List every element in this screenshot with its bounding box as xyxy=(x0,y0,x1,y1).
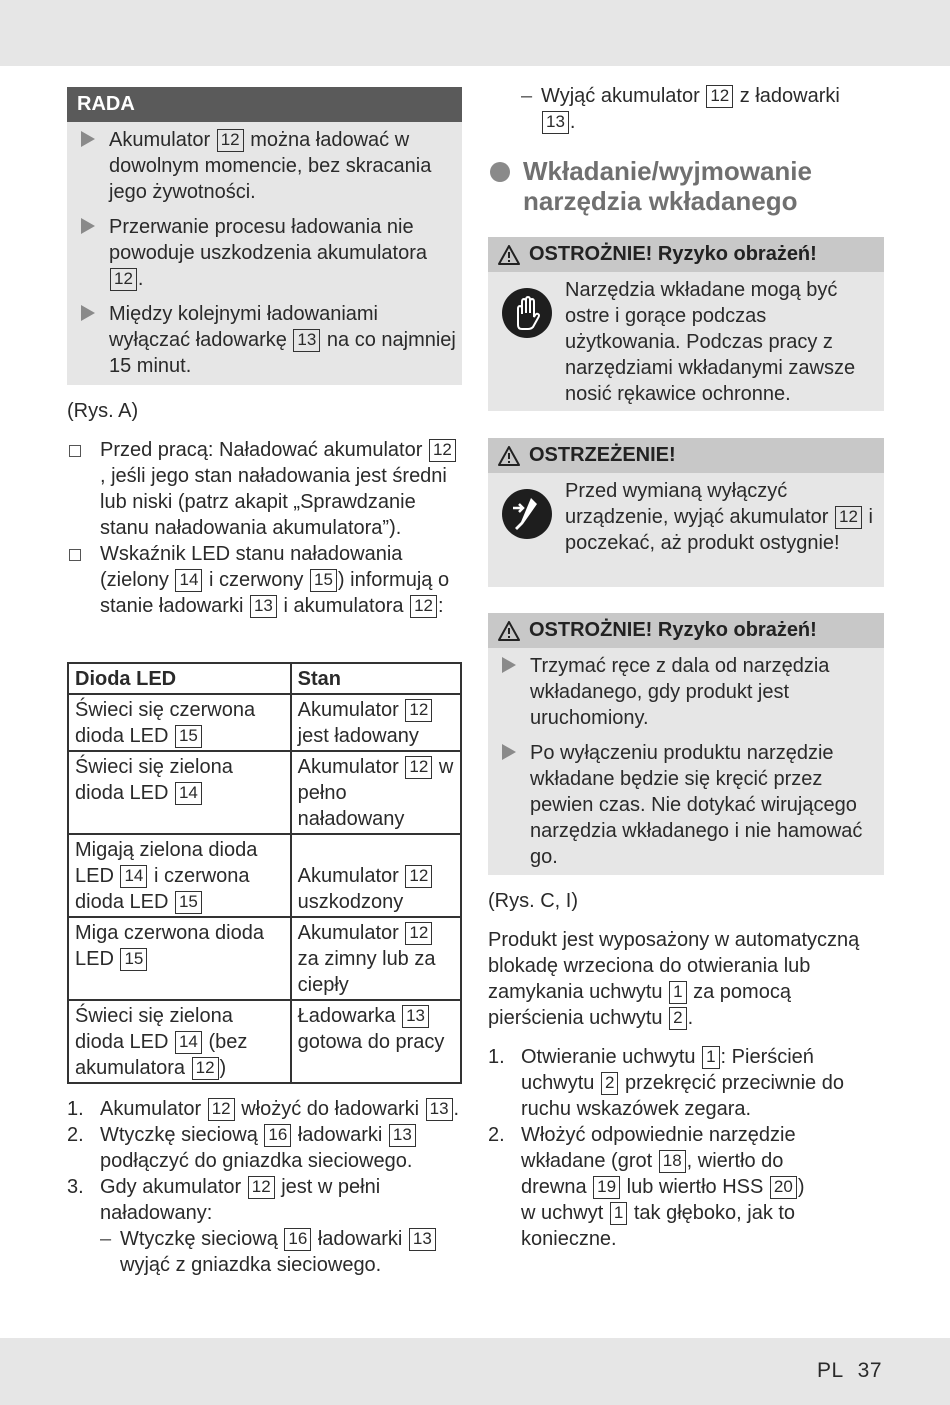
warning-triangle-icon xyxy=(498,245,520,265)
ref-number: 1 xyxy=(702,1046,719,1069)
cell-text: jest ładowany xyxy=(297,725,419,747)
warning-box xyxy=(488,438,884,587)
tip-item xyxy=(67,127,462,205)
cell-text: Akumulator xyxy=(297,922,405,944)
ref-number: 12 xyxy=(110,268,137,291)
table-cell xyxy=(68,1000,291,1083)
cell-text: Świeci się czerwona dioda LED xyxy=(75,699,256,747)
table-row xyxy=(68,834,461,917)
tip-box-title: RADA xyxy=(67,87,462,122)
paragraph-text: . xyxy=(687,1007,694,1029)
ref-number: 12 xyxy=(405,756,432,779)
step-item xyxy=(488,1122,884,1252)
ref-number: 13 xyxy=(402,1005,429,1028)
ref-number: 1 xyxy=(669,981,686,1004)
cell-text: ) xyxy=(219,1057,227,1079)
step-number: 1. xyxy=(67,1098,84,1120)
tip-item xyxy=(67,214,462,292)
caution-item xyxy=(488,740,884,870)
page-number: 37 xyxy=(857,1359,882,1382)
caution-box-title xyxy=(488,237,884,272)
table-header-row xyxy=(68,663,461,694)
ref-number: 16 xyxy=(284,1228,311,1251)
table-cell xyxy=(291,751,461,834)
check-text: Wskaźnik LED stanu naładowania (zielony xyxy=(100,543,403,591)
arrow-icon xyxy=(488,740,530,870)
cell-text: gotowa do pracy xyxy=(297,1031,445,1053)
spindle-lock-paragraph xyxy=(488,927,884,1031)
check-text: i akumulatora xyxy=(277,595,410,617)
caution-title-text: OSTROŻNIE! Ryzyko obrażeń! xyxy=(529,243,817,265)
caution-item-text: Po wyłączeniu produktu narzędzie wkładane będzie się kręcić przez pewien czas. Nie dotykać wirującego narzędzia wkładanego i nie hamować go. xyxy=(530,742,863,868)
step-text: , wiertło do drewna xyxy=(521,1150,784,1198)
ref-number: 20 xyxy=(770,1176,797,1199)
cell-text: (bez akumulatora xyxy=(75,1031,248,1079)
step-number: 3. xyxy=(67,1176,84,1198)
cell-text: Miga czerwona dioda LED xyxy=(75,922,264,970)
ref-number: 12 xyxy=(410,595,437,618)
tip-text: Przerwanie procesu ładowania nie powoduje uszkodzenia akumulatora xyxy=(109,216,427,264)
step-text: tak głęboko, jak to konieczne. xyxy=(521,1202,796,1250)
step-text: lub wiertło HSS xyxy=(621,1176,769,1198)
caution-title-text: OSTROŻNIE! Ryzyko obrażeń! xyxy=(529,619,817,641)
cell-text: Ładowarka xyxy=(297,1005,402,1027)
step-text: z ładowarki xyxy=(734,85,840,107)
step-item xyxy=(67,1096,462,1122)
checkbox-icon xyxy=(67,541,100,619)
warning-text xyxy=(565,478,876,556)
warning-title-text: OSTRZEŻENIE! xyxy=(529,444,676,466)
table-row xyxy=(68,694,461,751)
dash-marker: – xyxy=(521,85,533,107)
sub-step-item xyxy=(100,1226,462,1278)
step-text: wyjąć z gniazdka sieciowego. xyxy=(120,1254,382,1276)
warning-triangle-icon xyxy=(498,446,520,466)
tip-item xyxy=(67,301,462,379)
tip-text: . xyxy=(137,268,144,290)
step-text: : Pierścień uchwytu xyxy=(521,1046,814,1094)
ref-number: 15 xyxy=(120,948,147,971)
warning-text-part: Przed wymianą wyłączyć urządzenie, wyjąć akumulator xyxy=(565,480,835,528)
step-text: Wtyczkę sieciową xyxy=(100,1124,264,1146)
cell-text: Akumulator xyxy=(297,699,405,721)
ref-number: 12 xyxy=(248,1176,275,1199)
bullet-dot-icon xyxy=(490,162,510,182)
tip-text: Między kolejnymi ładowaniami wyłączać ładowarkę xyxy=(109,303,378,351)
step-text: ) w uchwyt xyxy=(521,1176,805,1224)
step-text: Akumulator xyxy=(100,1098,207,1120)
led-status-table xyxy=(67,662,462,1084)
figure-ref-a: (Rys. A) xyxy=(67,400,139,422)
tip-text: Akumulator xyxy=(109,129,216,151)
ref-number: 13 xyxy=(293,329,320,352)
cell-text: Akumulator xyxy=(297,756,405,778)
check-text: i czerwony xyxy=(203,569,309,591)
step-text: ładowarki xyxy=(292,1124,388,1146)
table-cell xyxy=(68,751,291,834)
step-text: . xyxy=(569,111,576,133)
ref-number: 13 xyxy=(542,111,569,134)
steps-list xyxy=(488,1044,884,1252)
arrow-icon xyxy=(67,214,109,292)
checklist xyxy=(67,437,462,619)
table-cell xyxy=(68,834,291,917)
cell-text: i czerwona dioda LED xyxy=(75,865,250,913)
step-text: Otwieranie uchwytu xyxy=(521,1046,702,1068)
ref-number: 15 xyxy=(310,569,337,592)
check-text: Przed pracą: Naładować akumulator xyxy=(100,439,428,461)
page-footer xyxy=(803,1358,882,1384)
ref-number: 13 xyxy=(250,595,277,618)
warning-text-part: i poczekać, aż produkt ostygnie! xyxy=(565,506,873,554)
ref-number: 12 xyxy=(208,1098,235,1121)
figure-ref-ci: (Rys. C, I) xyxy=(488,890,578,912)
step-item xyxy=(488,1044,884,1122)
caution-text: Narzędzia wkładane mogą być ostre i gorące podczas użytkowania. Podczas pracy z narzędziami wkładanymi zawsze nosić rękawice ochronne. xyxy=(565,279,856,405)
ref-number: 13 xyxy=(426,1098,453,1121)
warning-box-title xyxy=(488,438,884,473)
step-text: ładowarki xyxy=(312,1228,408,1250)
dash-marker: – xyxy=(100,1228,112,1250)
cell-text: uszkodzony xyxy=(297,891,404,913)
step-item xyxy=(67,1122,462,1174)
ref-number: 12 xyxy=(405,699,432,722)
ref-number: 19 xyxy=(593,1176,620,1199)
checkbox-icon xyxy=(67,437,100,541)
ref-number: 12 xyxy=(429,439,456,462)
caution-box xyxy=(488,237,884,411)
ref-number: 13 xyxy=(409,1228,436,1251)
top-band xyxy=(0,0,950,66)
ref-number: 1 xyxy=(610,1202,627,1225)
ref-number: 18 xyxy=(659,1150,686,1173)
ref-number: 12 xyxy=(405,922,432,945)
table-cell xyxy=(68,917,291,1000)
tip-text: na co najmniej 15 minut. xyxy=(109,329,456,377)
ref-number: 14 xyxy=(175,569,202,592)
ref-number: 12 xyxy=(706,85,733,108)
table-cell xyxy=(291,694,461,751)
step-text: włożyć do ładowarki xyxy=(235,1098,425,1120)
caution-item xyxy=(488,653,884,731)
check-text: , jeśli jego stan naładowania jest średni lub niski (patrz akapit „Sprawdzanie stanu naładowania akumulatora”). xyxy=(100,465,447,539)
steps-list xyxy=(67,1096,462,1278)
ref-number: 12 xyxy=(192,1057,219,1080)
ref-number: 13 xyxy=(389,1124,416,1147)
step-number: 2. xyxy=(67,1124,84,1146)
step-text: jest w pełni naładowany: xyxy=(100,1176,381,1224)
table-cell xyxy=(291,1000,461,1083)
caution-box xyxy=(488,613,884,875)
ref-number: 2 xyxy=(601,1072,618,1095)
check-item xyxy=(67,437,462,541)
ref-number: 2 xyxy=(669,1007,686,1030)
section-heading xyxy=(490,156,830,216)
table-cell xyxy=(291,834,461,917)
tip-box xyxy=(67,87,462,385)
warning-triangle-icon xyxy=(498,621,520,641)
protective-gloves-icon xyxy=(488,277,565,407)
step-number: 1. xyxy=(488,1046,505,1068)
table-header: Stan xyxy=(291,663,461,694)
step-text: Wyjąć akumulator xyxy=(541,85,706,107)
step-number: 2. xyxy=(488,1124,505,1146)
unplug-power-icon xyxy=(488,478,565,556)
step-text: . xyxy=(453,1098,460,1120)
caution-box-title xyxy=(488,613,884,648)
arrow-icon xyxy=(488,653,530,731)
arrow-icon xyxy=(67,127,109,205)
ref-number: 14 xyxy=(120,865,147,888)
cell-text: Świeci się zielona dioda LED xyxy=(75,756,233,804)
cell-text: Świeci się zielona dioda LED xyxy=(75,1005,233,1053)
cell-text: w pełno naładowany xyxy=(297,756,454,830)
ref-number: 12 xyxy=(217,129,244,152)
arrow-icon xyxy=(67,301,109,379)
check-text: ) informują o stanie ładowarki xyxy=(100,569,450,617)
ref-number: 12 xyxy=(835,506,862,529)
ref-number: 14 xyxy=(175,782,202,805)
step-item xyxy=(67,1174,462,1226)
step-text: przekręcić przeciwnie do ruchu wskazówek zegara. xyxy=(521,1072,844,1120)
section-title-text: Wkładanie/wyjmowanie narzędzia wkładanego xyxy=(523,156,812,216)
table-header: Dioda LED xyxy=(68,663,291,694)
tip-text: można ładować w dowolnym momencie, bez skracania jego żywotności. xyxy=(109,129,432,203)
table-row xyxy=(68,917,461,1000)
table-row xyxy=(68,751,461,834)
table-cell xyxy=(291,917,461,1000)
cell-text: za zimny lub za ciepły xyxy=(297,948,436,996)
cell-text: Akumulator xyxy=(297,865,405,887)
cell-text: Migają zielona dioda LED xyxy=(75,839,258,887)
ref-number: 15 xyxy=(175,725,202,748)
sub-step-item xyxy=(521,83,851,135)
paragraph-text: za pomocą pierścienia uchwytu xyxy=(488,981,791,1029)
step-text: Wtyczkę sieciową xyxy=(120,1228,284,1250)
table-cell xyxy=(68,694,291,751)
ref-number: 16 xyxy=(264,1124,291,1147)
ref-number: 14 xyxy=(175,1031,202,1054)
ref-number: 15 xyxy=(175,891,202,914)
step-text: Gdy akumulator xyxy=(100,1176,247,1198)
step-text: Włożyć odpowiednie narzędzie wkładane (grot xyxy=(521,1124,796,1172)
language-code: PL xyxy=(816,1359,844,1382)
ref-number: 12 xyxy=(405,865,432,888)
step-text: podłączyć do gniazdka sieciowego. xyxy=(100,1150,413,1172)
caution-item-text: Trzymać ręce z dala od narzędzia wkładanego, gdy produkt jest uruchomiony. xyxy=(530,655,830,729)
table-row xyxy=(68,1000,461,1083)
check-text: : xyxy=(437,595,444,617)
paragraph-text: Produkt jest wyposażony w automatyczną blokadę wrzeciona do otwierania lub zamykania uchwytu xyxy=(488,929,860,1003)
check-item xyxy=(67,541,462,619)
